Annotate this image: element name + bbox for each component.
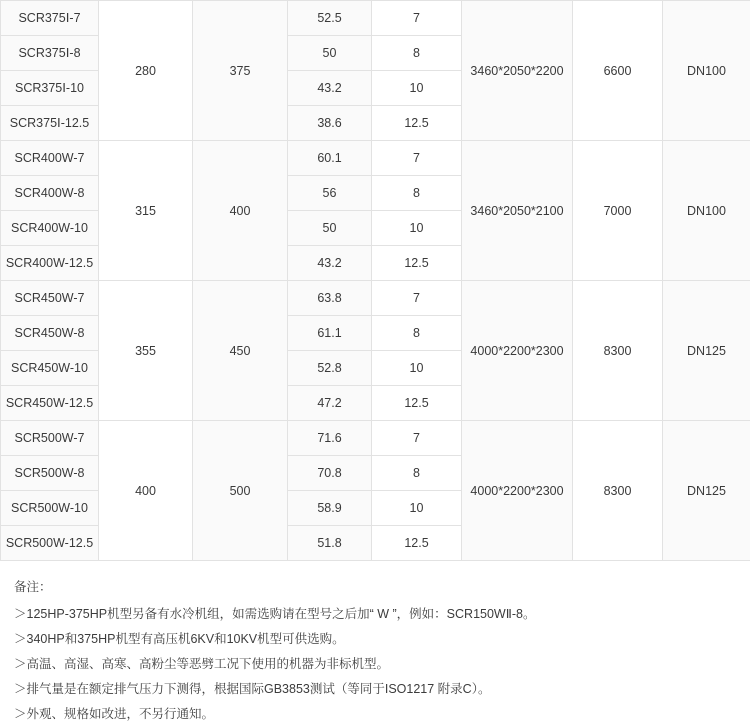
weight-cell: 7000 [573,141,663,281]
table-row [1,421,750,456]
outlet-cell: DN100 [663,141,750,281]
flow-cell: 58.9 [288,491,372,526]
pressure-cell: 8 [372,176,462,211]
weight-cell: 8300 [573,421,663,561]
flow-cell: 43.2 [288,71,372,106]
pressure-cell: 12.5 [372,246,462,281]
pressure-cell: 7 [372,421,462,456]
model-cell: SCR500W-10 [1,491,99,526]
flow-cell: 70.8 [288,456,372,491]
outlet-cell: DN125 [663,421,750,561]
weight-cell: 8300 [573,281,663,421]
weight-cell: 6600 [573,1,663,141]
outlet-cell: DN100 [663,1,750,141]
model-cell: SCR400W-12.5 [1,246,99,281]
pressure-cell: 7 [372,281,462,316]
flow-cell: 50 [288,36,372,71]
pressure-cell: 12.5 [372,526,462,561]
pressure-cell: 10 [372,71,462,106]
power-cell: 280 [99,1,193,141]
flow-cell: 50 [288,211,372,246]
note-line-3: ＞高温、高湿、高寒、高粉尘等恶劈工况下使用的机器为非标机型。 [14,652,736,677]
model-cell: SCR500W-7 [1,421,99,456]
model-cell: SCR375Ⅰ-12.5 [1,106,99,141]
flow-cell: 51.8 [288,526,372,561]
pressure-cell: 7 [372,141,462,176]
pressure-cell: 8 [372,456,462,491]
table-body [1,1,750,561]
pressure-cell: 12.5 [372,106,462,141]
flow-cell: 43.2 [288,246,372,281]
note-line-1: ＞125HP-375HP机型另备有水冷机组，如需选购请在型号之后加“ W ”，例如：SCR150WⅡ-8。 [14,602,736,627]
displacement-cell: 450 [193,281,288,421]
outlet-cell: DN125 [663,281,750,421]
model-cell: SCR400W-10 [1,211,99,246]
notes-title: 备注： [14,575,736,600]
flow-cell: 60.1 [288,141,372,176]
model-cell: SCR375Ⅰ-8 [1,36,99,71]
note-line-4: ＞排气量是在额定排气压力下测得，根据国际GB3853测试（等同于ISO1217 附录C）。 [14,677,736,702]
dimension-cell: 4000*2200*2300 [462,281,573,421]
note-line-2: ＞340HP和375HP机型有高压机6KV和10KV机型可供选购。 [14,627,736,652]
flow-cell: 56 [288,176,372,211]
model-cell: SCR400W-7 [1,141,99,176]
dimension-cell: 3460*2050*2100 [462,141,573,281]
model-cell: SCR375Ⅰ-7 [1,1,99,36]
pressure-cell: 8 [372,36,462,71]
dimension-cell: 3460*2050*2200 [462,1,573,141]
displacement-cell: 375 [193,1,288,141]
table-row [1,281,750,316]
power-cell: 315 [99,141,193,281]
notes-section [0,561,750,727]
model-cell: SCR500W-12.5 [1,526,99,561]
displacement-cell: 400 [193,141,288,281]
pressure-cell: 10 [372,491,462,526]
flow-cell: 61.1 [288,316,372,351]
pressure-cell: 7 [372,1,462,36]
flow-cell: 47.2 [288,386,372,421]
model-cell: SCR450W-10 [1,351,99,386]
flow-cell: 38.6 [288,106,372,141]
model-cell: SCR450W-7 [1,281,99,316]
model-cell: SCR450W-12.5 [1,386,99,421]
flow-cell: 71.6 [288,421,372,456]
dimension-cell: 4000*2200*2300 [462,421,573,561]
pressure-cell: 10 [372,211,462,246]
model-cell: SCR375Ⅰ-10 [1,71,99,106]
pressure-cell: 8 [372,316,462,351]
displacement-cell: 500 [193,421,288,561]
table-row [1,141,750,176]
flow-cell: 52.8 [288,351,372,386]
power-cell: 400 [99,421,193,561]
model-cell: SCR500W-8 [1,456,99,491]
power-cell: 355 [99,281,193,421]
note-line-5: ＞外观、规格如改进，不另行通知。 [14,702,736,727]
model-cell: SCR400W-8 [1,176,99,211]
model-cell: SCR450W-8 [1,316,99,351]
pressure-cell: 10 [372,351,462,386]
table-row [1,1,750,36]
flow-cell: 63.8 [288,281,372,316]
pressure-cell: 12.5 [372,386,462,421]
flow-cell: 52.5 [288,1,372,36]
